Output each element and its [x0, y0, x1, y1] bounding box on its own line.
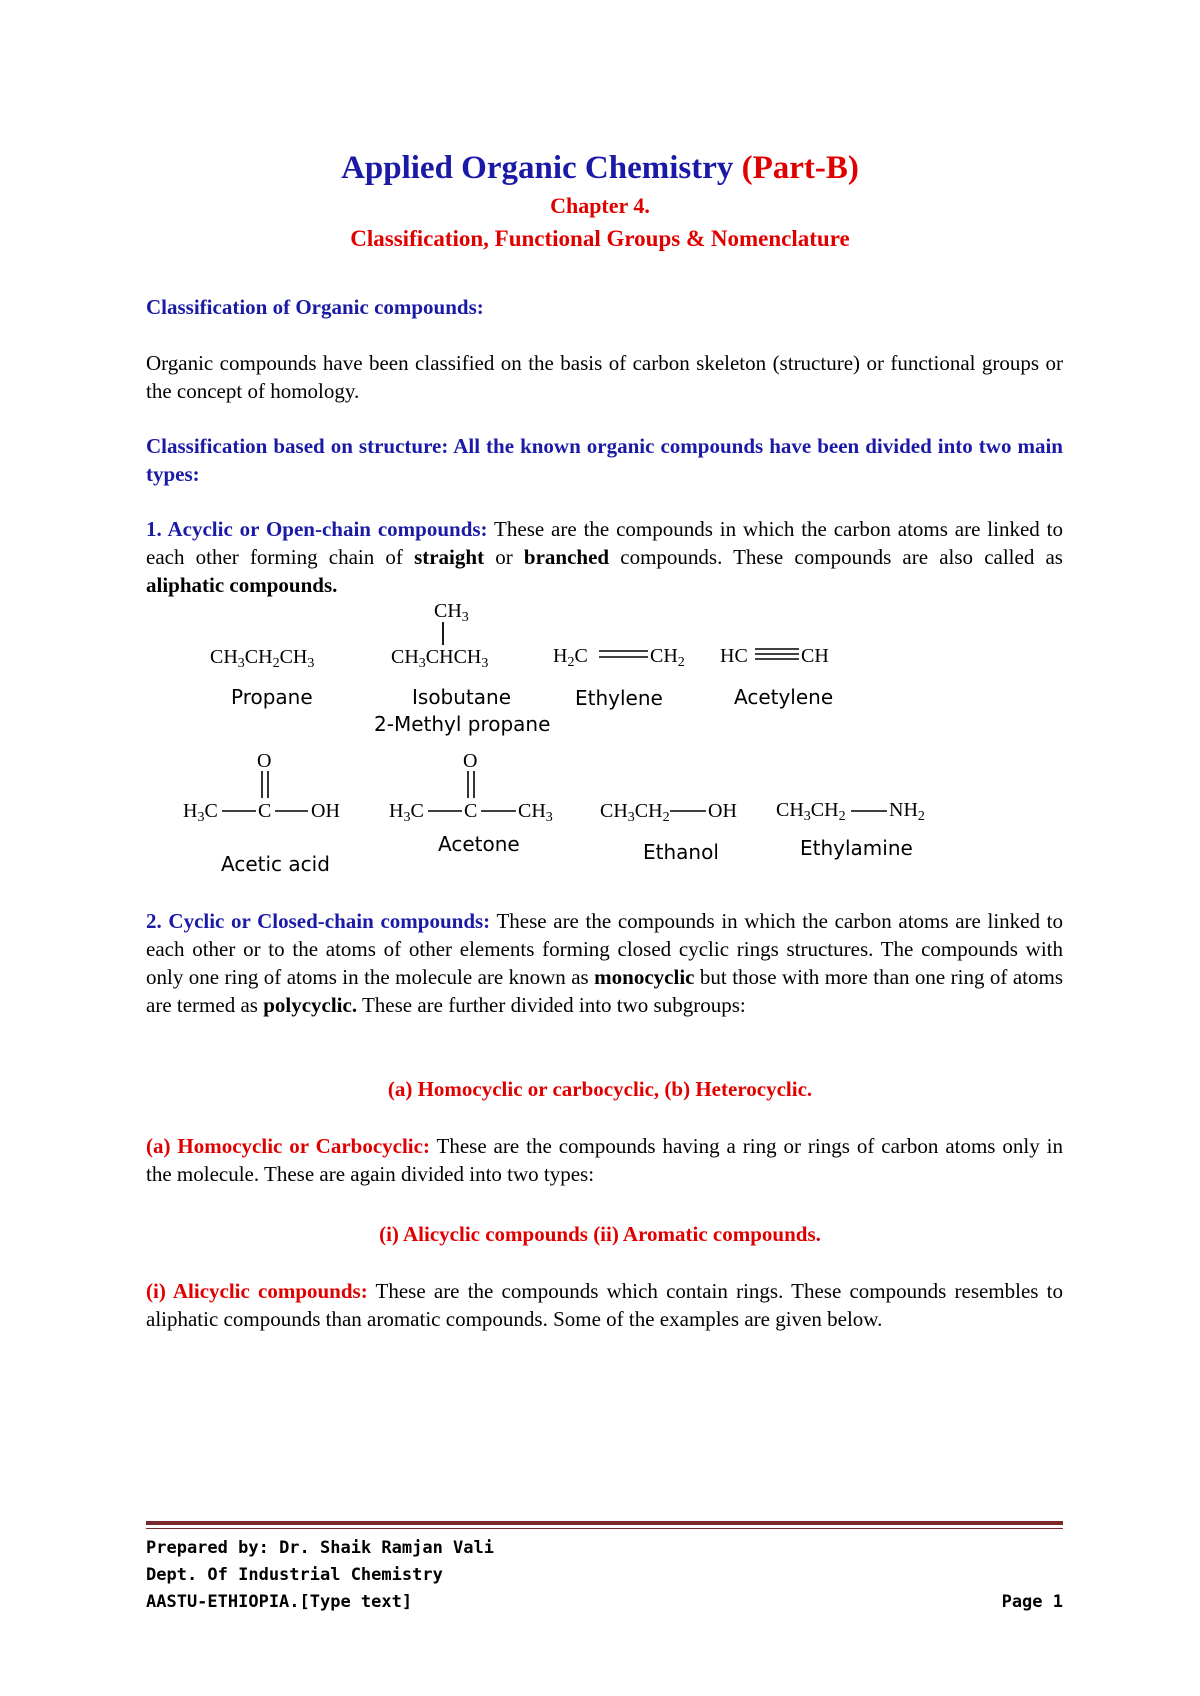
title-main: Applied Organic Chemistry	[341, 150, 734, 186]
ethanol-label: Ethanol	[643, 840, 719, 864]
cyclic-lead: 2. Cyclic or Closed-chain compounds:	[146, 909, 491, 933]
ethylamine-left: $CH_3CH_2$	[776, 799, 846, 824]
homocyclic-text: These are the compounds having a ring or rings of carbon atoms only in the molecule. These are again divided into two types:	[146, 1134, 1063, 1186]
acetic-h3c: $H_3C$	[183, 800, 218, 825]
cyclic-bold-monocyclic: monocyclic	[594, 965, 695, 989]
footer-prepared-label: Prepared by	[146, 1538, 259, 1558]
ethanol-left: $CH_3CH_2$	[600, 800, 670, 825]
acyclic-lead: 1. Acyclic or Open-chain compounds:	[146, 517, 488, 541]
acetylene-right: CH	[801, 645, 829, 667]
acyclic-bold-aliphatic: aliphatic compounds.	[146, 573, 338, 597]
chapter-label: Chapter 4.	[550, 193, 650, 218]
acetic-oh: OH	[311, 800, 340, 822]
acetone-h3c: $H_3C$	[389, 800, 424, 825]
ethylamine-nh2: $NH_2$	[889, 799, 925, 824]
cyclic-text-3: These are further divided into two subgroups:	[357, 993, 746, 1017]
ethanol-oh: OH	[708, 800, 737, 822]
classification-heading: Classification of Organic compounds:	[146, 295, 484, 319]
propane-label: Propane	[231, 685, 313, 709]
acetic-oxygen: O	[257, 750, 272, 772]
chapter-subtitle: Classification, Functional Groups & Nomenclature	[350, 226, 850, 251]
footer-rule-thin	[146, 1528, 1063, 1529]
structure-heading: Classification based on structure: All the known organic compounds have been divided into two main types:	[146, 434, 1063, 486]
subgroups-line: (a) Homocyclic or carbocyclic, (b) Heterocyclic.	[387, 1077, 813, 1101]
propane-formula: $CH_3CH_2CH_3$	[210, 646, 315, 671]
isobutane-formula: $CH_3CHCH_3$	[391, 646, 489, 671]
cyclic-bold-polycyclic: polycyclic.	[263, 993, 358, 1017]
footer-author: : Dr. Shaik Ramjan Vali	[258, 1538, 494, 1558]
acetic-acid-label: Acetic acid	[221, 852, 330, 876]
ethylamine-label: Ethylamine	[800, 836, 913, 860]
ethylene-left: $H_2C$	[553, 645, 588, 670]
footer-rule-thick	[146, 1521, 1063, 1525]
alicyclic-paragraph	[146, 1277, 1063, 1333]
page-number: Page 1	[1001, 1592, 1063, 1612]
acetone-oxygen: O	[463, 750, 478, 772]
title-part: (Part-B)	[741, 150, 859, 186]
ethylene-label: Ethylene	[575, 686, 663, 710]
acetone-ch3: $CH_3$	[518, 800, 553, 825]
ethylene-right: $CH_2$	[650, 645, 685, 670]
isobutane-label: Isobutane	[412, 685, 512, 709]
acetone-carbon: C	[464, 800, 478, 822]
cyclic-paragraph	[146, 907, 1063, 1019]
acyclic-bold-branched: branched	[523, 545, 610, 569]
acyclic-text-2: or	[484, 545, 524, 569]
acetylene-label: Acetylene	[734, 685, 834, 709]
acyclic-text-3: compounds. These compounds are also called as	[609, 545, 1063, 569]
acyclic-bold-straight: straight	[414, 545, 485, 569]
footer-dept: Dept. Of Industrial Chemistry	[146, 1565, 443, 1585]
homocyclic-paragraph	[146, 1132, 1063, 1188]
footer-institution: AASTU-ETHIOPIA.[Type text]	[146, 1592, 413, 1612]
acyclic-text-1: These are the compounds in which the carbon atoms are linked to each other forming chain of	[146, 517, 1063, 569]
footer-prepared-by	[146, 1538, 494, 1558]
classification-paragraph: Organic compounds have been classified on the basis of carbon skeleton (structure) or functional groups or the concept of homology.	[146, 351, 1063, 403]
homocyclic-lead: (a) Homocyclic or Carbocyclic:	[146, 1134, 430, 1158]
types-line: (i) Alicyclic compounds (ii) Aromatic compounds.	[379, 1222, 821, 1246]
alicyclic-lead: (i) Alicyclic compounds:	[146, 1279, 368, 1303]
acetylene-left: HC	[720, 645, 748, 667]
cyclic-text-2: but those with more than one ring of atoms are termed as	[146, 965, 1063, 1017]
isobutane-branch: $CH_3$	[434, 600, 469, 625]
isobutane-alt-label: 2-Methyl propane	[374, 712, 551, 736]
alicyclic-text: These are the compounds which contain rings. These compounds resembles to aliphatic compounds than aromatic compounds. Some of the examples are given below.	[146, 1279, 1064, 1331]
acetic-carbon: C	[258, 800, 272, 822]
acetone-label: Acetone	[438, 832, 520, 856]
cyclic-text-1: These are the compounds in which the carbon atoms are linked to each other or to the atoms of other elements forming closed cyclic rings structures. The compounds with only one ring of atoms in the molecule are known as	[146, 909, 1063, 989]
